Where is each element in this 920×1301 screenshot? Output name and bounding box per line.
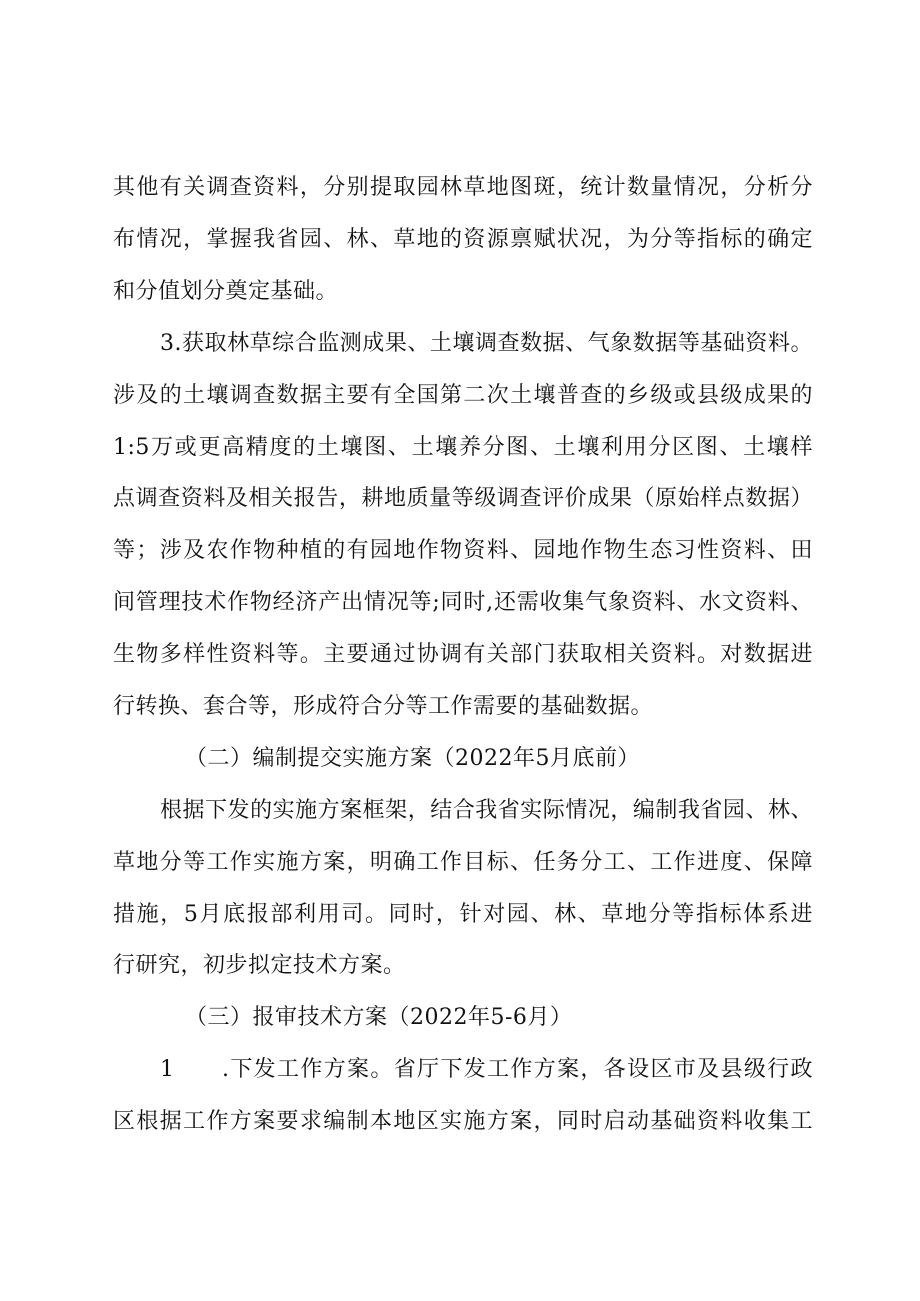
paragraph-line: 涉及的土壤调查数据主要有全国第二次土壤普查的乡级或县级成果的 bbox=[113, 383, 813, 408]
paragraph-line: 生物多样性资料等。主要通过协调有关部门获取相关资料。对数据进 bbox=[113, 642, 813, 667]
paragraph-line: 其他有关调查资料，分别提取园林草地图斑，统计数量情况，分析分 bbox=[113, 175, 813, 200]
paragraph-line: 草地分等工作实施方案，明确工作目标、任务分工、工作进度、保障 bbox=[113, 850, 813, 875]
paragraph-line: 行转换、套合等，形成符合分等工作需要的基础数据。 bbox=[113, 694, 654, 719]
paragraph-line: 措施，5月底报部利用司。同时，针对园、林、草地分等指标体系进 bbox=[113, 902, 813, 927]
paragraph-line: 行研究，初步拟定技术方案。 bbox=[113, 953, 406, 978]
list-number: 1 bbox=[160, 1057, 175, 1082]
paragraph-line: 区根据工作方案要求编制本地区实施方案，同时启动基础资料收集工 bbox=[113, 1109, 813, 1134]
numbered-paragraph-line bbox=[160, 1050, 813, 1090]
paragraph-line: 点调查资料及相关报告，耕地质量等级调查评价成果（原始样点数据） bbox=[113, 486, 813, 511]
paragraph-line: 1:5万或更高精度的土壤图、土壤养分图、土壤利用分区图、土壤样 bbox=[113, 435, 813, 460]
paragraph-line: 等；涉及农作物种植的有园地作物资料、园地作物生态习性资料、田 bbox=[113, 538, 813, 563]
paragraph-text: .下发工作方案。省厅下发工作方案，各设区市及县级行政 bbox=[222, 1057, 813, 1082]
paragraph-line: 3.获取林草综合监测成果、土壤调查数据、气象数据等基础资料。 bbox=[160, 331, 813, 356]
paragraph-line: 布情况，掌握我省园、林、草地的资源禀赋状况，为分等指标的确定 bbox=[113, 227, 813, 252]
section-heading: （三）报审技术方案（2022年5-6月） bbox=[185, 1005, 573, 1030]
paragraph-line: 和分值划分奠定基础。 bbox=[113, 279, 339, 304]
paragraph-line: 间管理技术作物经济产出情况等;同时,还需收集气象资料、水文资料、 bbox=[113, 590, 813, 615]
section-heading: （二）编制提交实施方案（2022年5月底前） bbox=[185, 746, 640, 771]
paragraph-line: 根据下发的实施方案框架，结合我省实际情况，编制我省园、林、 bbox=[160, 798, 813, 823]
